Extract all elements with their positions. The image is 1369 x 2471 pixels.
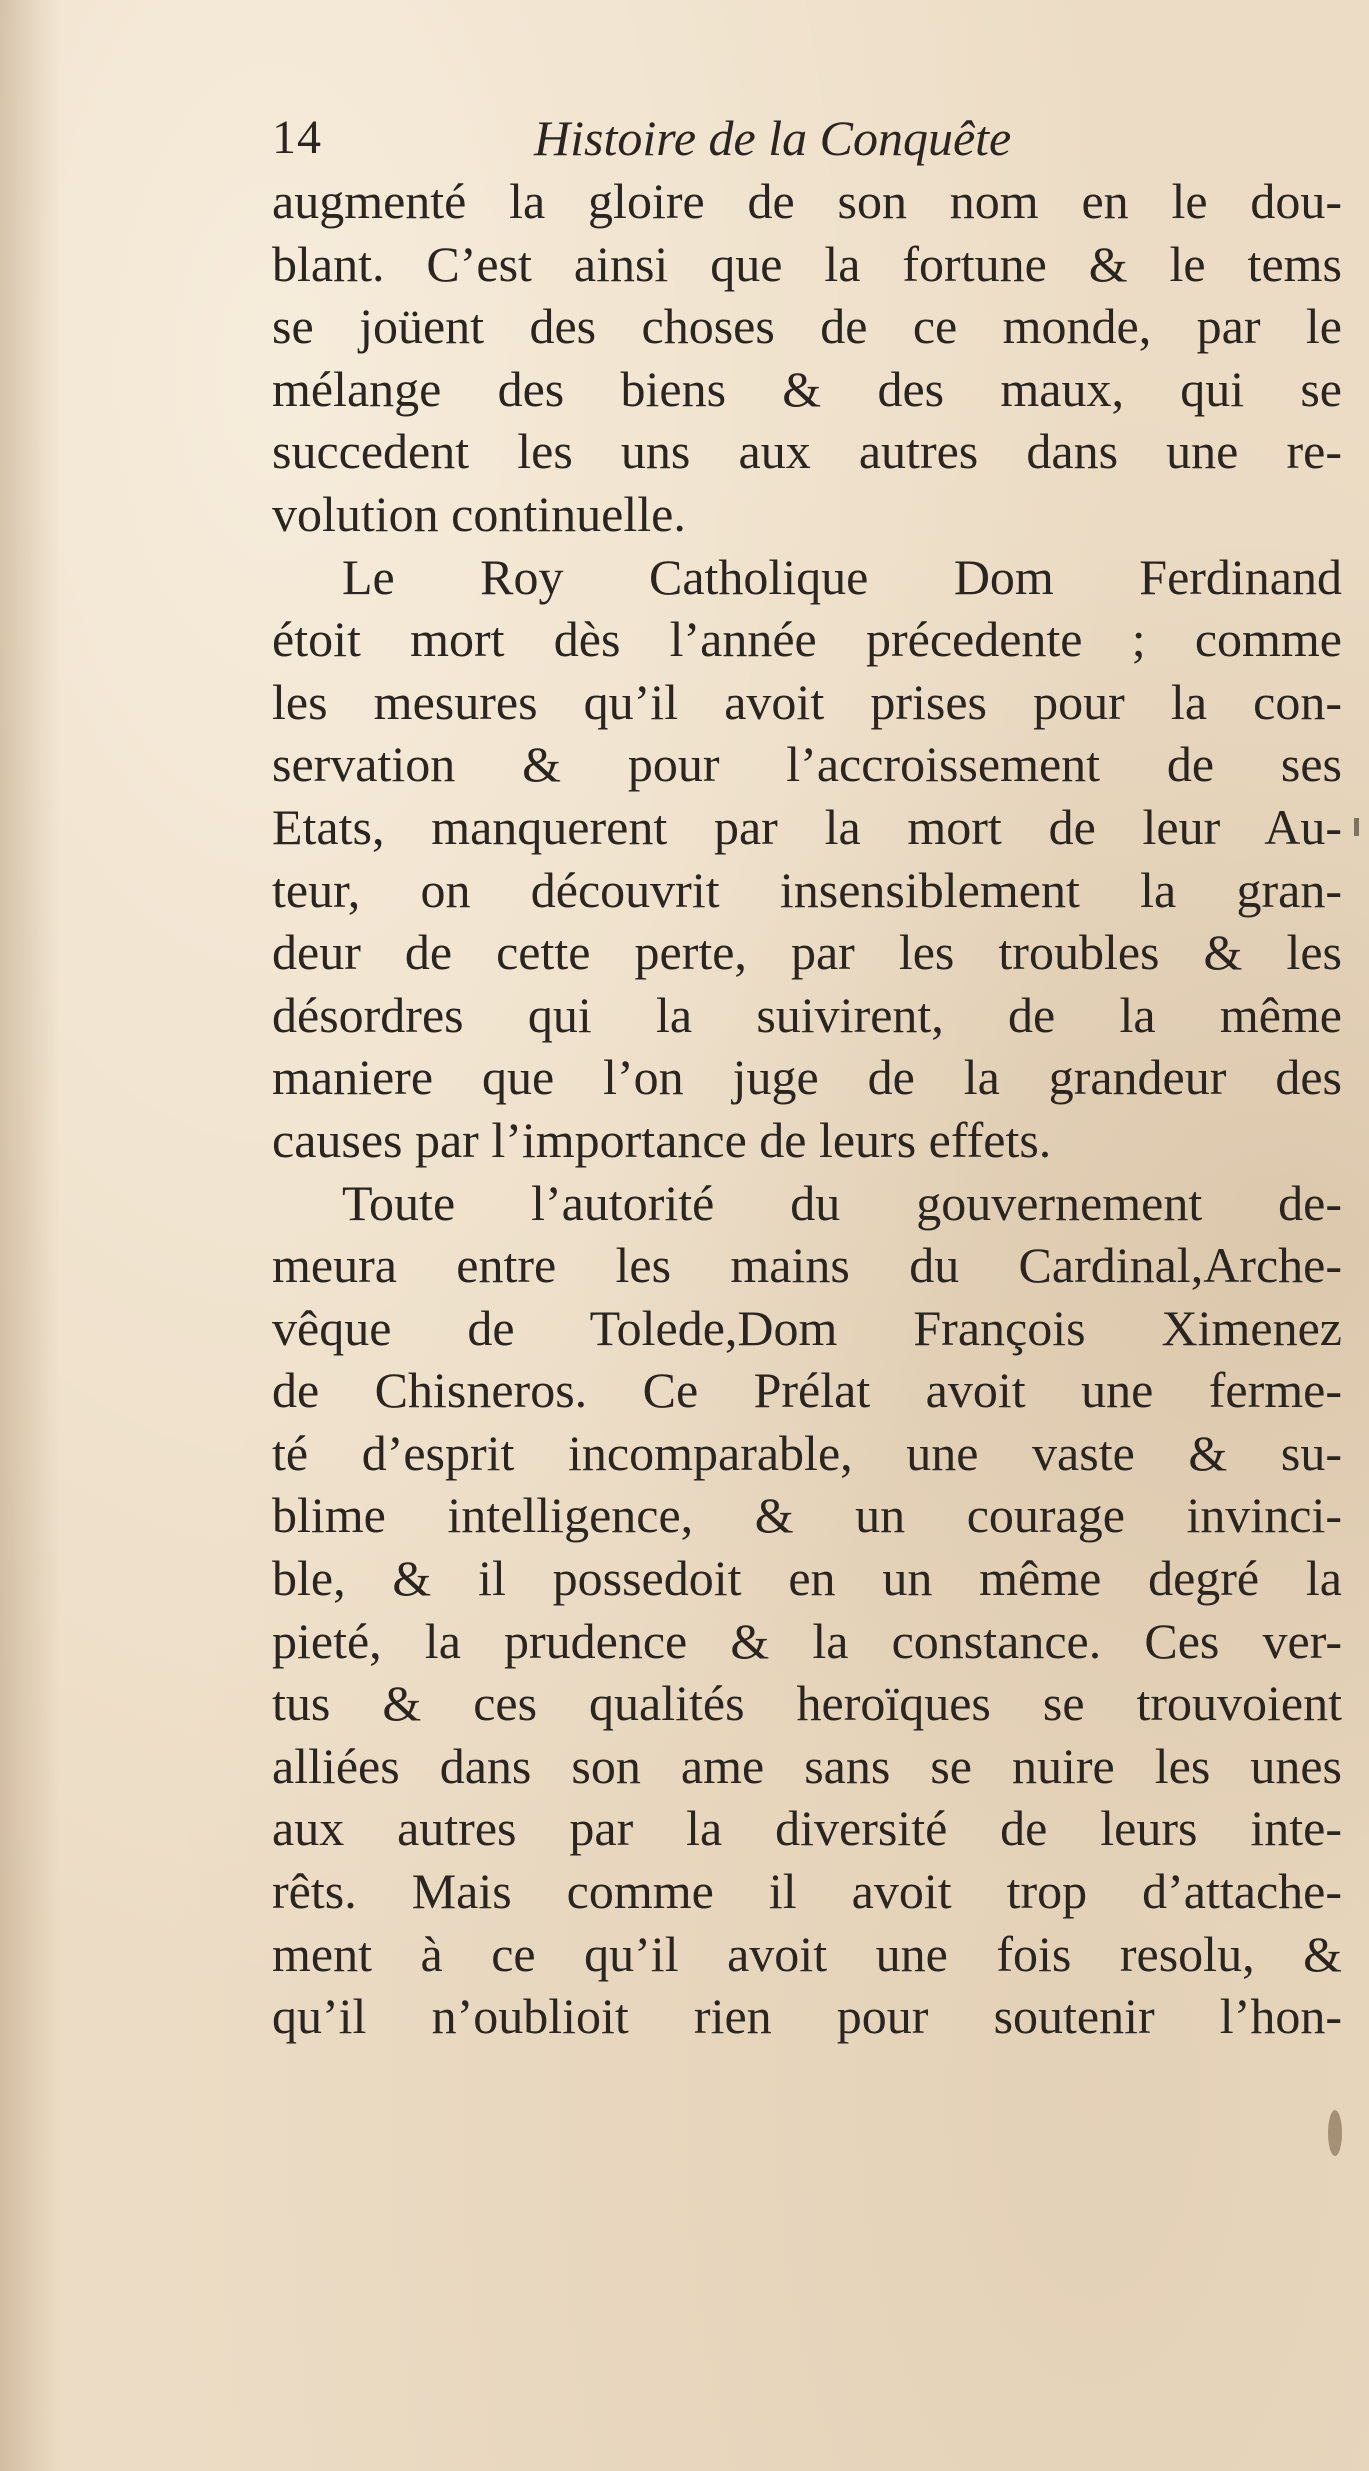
text-line: augmenté la gloire de son nom en le dou- — [272, 173, 1342, 229]
paragraph-start: Le Roy Catholique Dom Ferdinand — [342, 548, 1342, 605]
text-line: ment à ce qu’il avoit une fois resolu, & — [272, 1925, 1342, 1982]
text-line: succedent les uns aux autres dans une re- — [272, 423, 1342, 480]
text-line: pieté, la prudence & la constance. Ces ver- — [272, 1612, 1342, 1669]
margin-mark — [1354, 818, 1359, 836]
body-text — [272, 170, 1342, 2048]
text-line: les mesures qu’il avoit prises pour la con- — [272, 673, 1342, 730]
text-line: tus & ces qualités heroïques se trouvoient — [272, 1675, 1342, 1732]
text-line: blant. C’est ainsi que la fortune & le tems — [272, 235, 1342, 292]
text-line: se joüent des choses de ce monde, par le — [272, 298, 1342, 355]
text-line: maniere que l’on juge de la grandeur des — [272, 1049, 1342, 1106]
text-line: mélange des biens & des maux, qui se — [272, 360, 1342, 417]
page-header — [272, 98, 1152, 178]
text-line: désordres qui la suivirent, de la même — [272, 986, 1342, 1043]
running-title: Histoire de la Conquête — [534, 110, 1012, 166]
page-number: 14 — [272, 111, 322, 164]
text-line: té d’esprit incomparable, une vaste & su- — [272, 1424, 1342, 1481]
ink-stain — [1328, 2110, 1342, 2156]
text-line: vêque de Tolede,Dom François Ximenez — [272, 1299, 1342, 1356]
text-line: volution continuelle. — [272, 485, 686, 542]
text-line: causes par l’importance de leurs effets. — [272, 1111, 1052, 1168]
spine-shadow — [0, 0, 60, 2471]
text-line: rêts. Mais comme il avoit trop d’attache- — [272, 1863, 1342, 1920]
text-line: alliées dans son ame sans se nuire les unes — [272, 1737, 1342, 1794]
text-line: teur, on découvrit insensiblement la gran- — [272, 861, 1342, 918]
text-line: deur de cette perte, par les troubles & les — [272, 924, 1342, 981]
text-line: servation & pour l’accroissement de ses — [272, 736, 1342, 793]
text-line: étoit mort dès l’année précedente ; comme — [272, 611, 1342, 668]
text-line: Etats, manquerent par la mort de leur Au- — [272, 798, 1342, 855]
text-line: aux autres par la diversité de leurs inte- — [272, 1800, 1342, 1857]
text-line: blime intelligence, & un courage invinci- — [272, 1487, 1342, 1544]
text-line: ble, & il possedoit en un même degré la — [272, 1550, 1342, 1607]
text-line: meura entre les mains du Cardinal,Arche- — [272, 1237, 1342, 1294]
paragraph-start: Toute l’autorité du gouvernement de- — [342, 1174, 1342, 1231]
text-line: qu’il n’oublioit rien pour soutenir l’hon- — [272, 1988, 1342, 2045]
text-line: de Chisneros. Ce Prélat avoit une ferme- — [272, 1362, 1342, 1419]
